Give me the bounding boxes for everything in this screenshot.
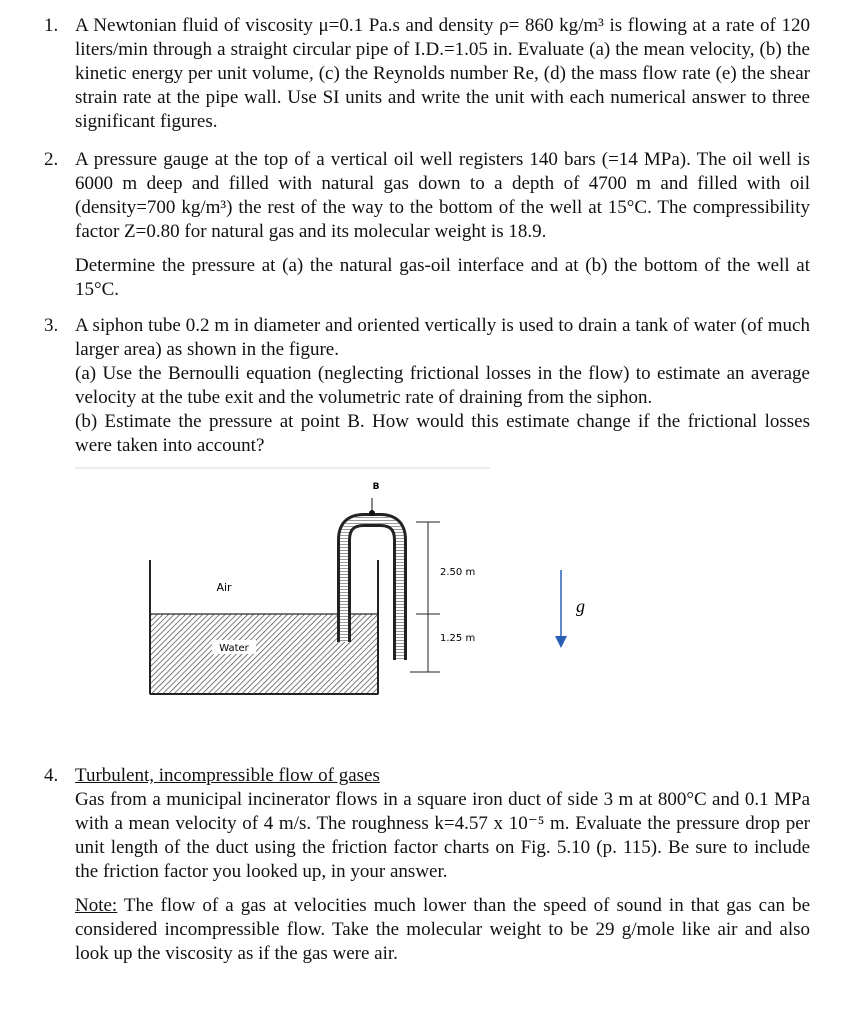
note-label: Note: [75,895,118,916]
problem-body [75,314,810,458]
note-text: The flow of a gas at velocities much lower than the speed of sound in that gas can be considered incompressible flow. Take the molecular weight to be 29 g/mole like air and also look up the viscosity as if the gas were air. [75,895,810,964]
problem-heading: Turbulent, incompressible flow of gases [75,765,380,786]
problem-part-a: (a) Use the Bernoulli equation (neglecting frictional losses in the flow) to estimate an average velocity at the tube exit and the volumetric rate of draining from the siphon. [75,363,810,408]
problem-part-b: (b) Estimate the pressure at point B. How would this estimate change if the frictional losses were taken into account? [75,411,810,456]
problem-text: A Newtonian fluid of viscosity μ=0.1 Pa.s and density ρ= 860 kg/m³ is flowing at a rate of 120 liters/min through a straight circular pipe of I.D.=1.05 in. Evaluate (a) the mean velocity, (b) the kinetic energy per unit volume, (c) the Reynolds number Re, (d) the mass flow rate (e) the shear strain rate at the pipe wall. Use SI units and write the unit with each numerical answer to three significant figures. [75,15,810,132]
problem-number: 4. [44,765,59,786]
problem-question: Determine the pressure at (a) the natural gas-oil interface and at (b) the bottom of the well at 15°C. [75,255,810,300]
problem-body [75,14,810,134]
siphon-figure [0,460,852,710]
point-b-label: B [372,482,380,492]
height-lower-label: 1.25 m [440,633,476,644]
problem-text: A siphon tube 0.2 m in diameter and oriented vertically is used to drain a tank of water (of much larger area) as shown in the figure. [75,315,810,360]
gravity-arrow-icon [555,636,567,648]
problem-body [75,764,810,966]
siphon-diagram [0,460,852,710]
problem-number: 2. [44,149,59,170]
problem-number: 1. [44,15,59,36]
problem-text: Gas from a municipal incinerator flows in a square iron duct of side 3 m at 800°C and 0.1 MPa with a mean velocity of 4 m/s. The roughness k=4.57 x 10⁻⁵ m. Evaluate the pressure drop per unit length of the duct using the friction factor charts on Fig. 5.10 (p. 115). Be sure to include the friction factor you looked up, in your answer. [75,789,810,882]
problem-number: 3. [44,315,59,336]
problem-note [75,894,810,966]
water-label: Water [219,643,249,654]
problem-body [75,148,810,302]
gravity-label: g [576,596,585,616]
air-label: Air [216,581,232,594]
height-upper-label: 2.50 m [440,567,476,578]
problem-text: A pressure gauge at the top of a vertical oil well registers 140 bars (=14 MPa). The oil well is 6000 m deep and filled with natural gas down to a depth of 4700 m and filled with oil (density=700 kg/m³) the rest of the way to the bottom of the well at 15°C. The compressibility factor Z=0.80 for natural gas and its molecular weight is 18.9. [75,149,810,242]
